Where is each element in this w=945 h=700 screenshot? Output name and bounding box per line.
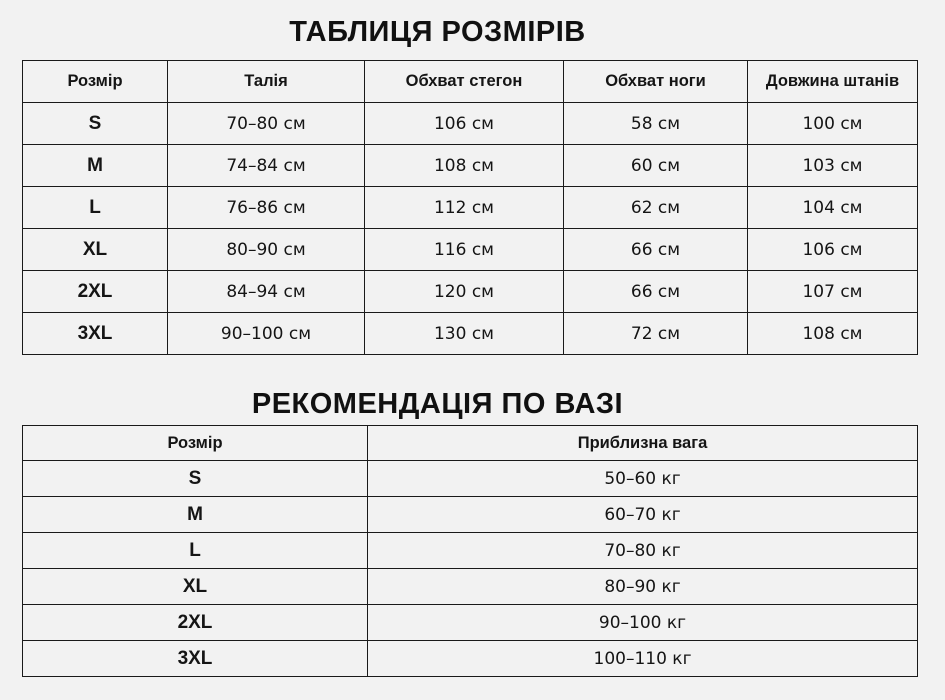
size-chart-title: ТАБЛИЦЯ РОЗМІРІВ: [289, 16, 586, 48]
leg-cell: 60 см: [564, 145, 748, 187]
waist-cell: 74–84 см: [168, 145, 365, 187]
length-cell: 106 см: [748, 229, 918, 271]
length-cell: 103 см: [748, 145, 918, 187]
hips-cell: 130 см: [365, 313, 564, 355]
leg-cell: 66 см: [564, 271, 748, 313]
table-header-row: [23, 61, 918, 103]
hips-cell: 112 см: [365, 187, 564, 229]
length-cell: 104 см: [748, 187, 918, 229]
length-cell: 100 см: [748, 103, 918, 145]
waist-cell: 70–80 см: [168, 103, 365, 145]
size-cell: 3XL: [23, 313, 168, 355]
hips-cell: 120 см: [365, 271, 564, 313]
leg-cell: 62 см: [564, 187, 748, 229]
column-header-hips: Обхват стегон: [365, 61, 564, 103]
table-row: [23, 271, 918, 313]
size-cell: L: [23, 187, 168, 229]
table-row: [23, 533, 918, 569]
size-cell: M: [23, 497, 368, 533]
size-cell: XL: [23, 229, 168, 271]
waist-cell: 90–100 см: [168, 313, 365, 355]
waist-cell: 80–90 см: [168, 229, 365, 271]
column-header-waist: Талія: [168, 61, 365, 103]
column-header-weight: Приблизна вага: [368, 426, 918, 461]
weight-cell: 50–60 кг: [368, 461, 918, 497]
weight-cell: 80–90 кг: [368, 569, 918, 605]
size-cell: M: [23, 145, 168, 187]
table-row: [23, 461, 918, 497]
length-cell: 108 см: [748, 313, 918, 355]
weight-cell: 100–110 кг: [368, 641, 918, 677]
size-cell: S: [23, 103, 168, 145]
table-row: [23, 145, 918, 187]
size-cell: L: [23, 533, 368, 569]
weight-chart-title: РЕКОМЕНДАЦІЯ ПО ВАЗІ: [251, 388, 624, 420]
table-row: [23, 229, 918, 271]
hips-cell: 106 см: [365, 103, 564, 145]
leg-cell: 58 см: [564, 103, 748, 145]
leg-cell: 72 см: [564, 313, 748, 355]
hips-cell: 108 см: [365, 145, 564, 187]
column-header-length: Довжина штанів: [748, 61, 918, 103]
weight-cell: 90–100 кг: [368, 605, 918, 641]
weight-cell: 60–70 кг: [368, 497, 918, 533]
size-chart-table: [22, 60, 918, 355]
table-row: [23, 569, 918, 605]
column-header-size: Розмір: [23, 426, 368, 461]
table-header-row: [23, 426, 918, 461]
table-row: [23, 313, 918, 355]
weight-cell: 70–80 кг: [368, 533, 918, 569]
column-header-size: Розмір: [23, 61, 168, 103]
length-cell: 107 см: [748, 271, 918, 313]
hips-cell: 116 см: [365, 229, 564, 271]
table-row: [23, 497, 918, 533]
table-row: [23, 641, 918, 677]
size-cell: XL: [23, 569, 368, 605]
leg-cell: 66 см: [564, 229, 748, 271]
weight-chart-table: [22, 425, 918, 677]
table-row: [23, 103, 918, 145]
waist-cell: 76–86 см: [168, 187, 365, 229]
size-cell: 2XL: [23, 271, 168, 313]
size-cell: 3XL: [23, 641, 368, 677]
table-row: [23, 605, 918, 641]
size-cell: S: [23, 461, 368, 497]
waist-cell: 84–94 см: [168, 271, 365, 313]
table-row: [23, 187, 918, 229]
size-cell: 2XL: [23, 605, 368, 641]
column-header-leg: Обхват ноги: [564, 61, 748, 103]
